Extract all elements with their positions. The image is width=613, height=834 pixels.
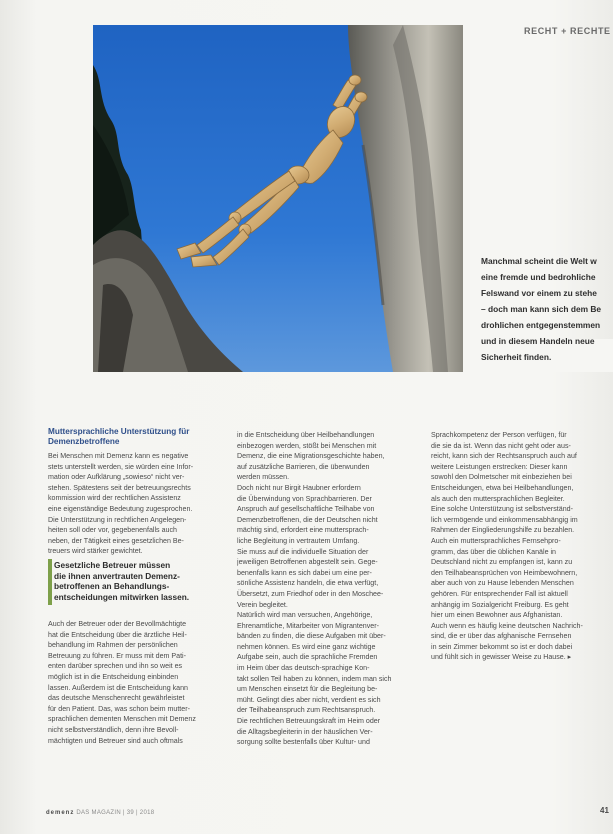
body-line: Entscheidungen, etwa bei Heilbehandlungen, [431,483,574,492]
body-line: hier um einen Bewohner aus Afghanistan. [431,611,563,620]
section-subhead: Muttersprachliche Unterstützung für Demenzbetroffene [48,427,190,446]
body-line: eine eigenständige Bedeutung zugesprochen. [48,504,193,513]
body-line: den Teilhabeansprüchen von Heimbewohnern, [431,568,578,577]
body-line: als auch den muttersprachlichen Begleiter. [431,494,565,503]
body-line: reicht, kann sich der Rechtsanspruch auch auf [431,452,577,461]
body-line: Auch ein muttersprachliches Fernsehpro- [431,536,561,545]
body-line: weitere Leistungen erstrecken: Dieser kann [431,462,568,471]
body-line: aber auch von zu Hause lebenden Menschen [431,579,574,588]
body-line: Ehrenamtliche, Mitarbeiter von Migrantenver- [237,621,379,630]
body-line: in die Entscheidung über Heilbehandlungen [237,431,375,439]
column-3-body [431,430,613,663]
body-line: sönliche Assistenz handeln, die etwa verfügt, [237,579,379,588]
column-2-body [237,430,421,748]
body-line: Eine solche Unterstützung ist selbstverständ- [431,505,573,514]
body-line: mation oder Aufklärung „sowieso“ nicht ver- [48,473,185,482]
page-footer [46,810,154,816]
body-line: das deutsche Menschenrecht gewährleistet [48,694,185,703]
caption-line: drohlichen entgegenstemmen [481,320,601,330]
pullquote-rule [48,559,52,605]
body-line: bänden zu finden, die diese Aufgaben mit über- [237,632,386,641]
body-line: der Teilhabeanspruch zum Rechtsanspruch. [237,706,376,715]
body-line: Aufgabe sein, auch die sprachliche Fremden [237,653,378,662]
pullquote [54,560,222,602]
body-line: neben, der Tätigkeit eines gesetzlichen Be- [48,536,184,545]
body-line: Natürlich wird man versuchen, Angehörige, [237,611,373,620]
photo-caption [481,253,613,365]
body-line: Rahmen der Eingliederungshilfe zu bezahlen. [431,526,575,535]
body-line: in sein Zimmer bekommt so ist er doch dabei [431,642,573,651]
body-line: die Überwindung von Sprachbarrieren. Der [237,494,372,503]
pullquote-line: Gesetzliche Betreuer müssen [54,560,171,570]
body-line: die sie da ist. Wenn das nicht geht oder aus- [431,441,571,450]
body-line: treuers wird stärker gewichtet. [48,547,143,556]
body-line: enten darüber sprechen und ihn so weit es [48,662,183,671]
magazine-name: demenz [46,810,75,816]
section-tag: RECHT + RECHTE [524,26,611,36]
body-line: Betreuung zu führen. Er muss mit dem Pati- [48,651,186,660]
wooden-figure-photo [93,25,463,372]
body-line: gehören. Für entsprechender Fall ist aktuell [431,589,568,598]
body-line: lich vermögende und einkommensabhängig im [431,515,578,524]
body-line: und fühlt sich in gewisser Weise zu Hause. ▸ [431,653,572,662]
body-line: Demenz, die eine Migrationsgeschichte haben, [237,452,385,461]
body-line: mächtig sind, erfordert eine muttersprach- [237,526,369,535]
issue-info: DAS MAGAZIN | 39 | 2018 [76,810,155,816]
pullquote-line: die ihnen anvertrauten Demenz- [54,570,180,581]
body-line: mächtigten und Betreuer sind auch oftmals [48,736,183,745]
body-line: Auch wenn es häufig keine deutschen Nachrich- [431,621,583,630]
pullquote-line: entscheidungen mitwirken lassen. [54,591,190,602]
body-line: anhängig im Sozialgericht Freiburg. Es geht [431,600,569,609]
body-line: kommission wird der rechtlichen Assistenz [48,494,181,503]
caption-line: Manchmal scheint die Welt w [481,256,597,266]
body-line: Auch der Betreuer oder der Bevollmächtigte [48,620,187,628]
caption-line: Sicherheit finden. [481,352,552,362]
body-line: werden müssen. [237,473,290,482]
caption-line: Felswand vor einem zu stehe [481,288,597,298]
body-line: sind, die er über das afghanische Fernsehen [431,632,572,641]
body-line: jeweiligen Betroffenen abgestellt sein. Gege- [237,558,378,567]
body-line: takt sollen Teil haben zu können, indem man sich [237,674,392,683]
body-line: lassen. Außerdem ist die Entscheidung kann [48,683,188,692]
caption-line: und in diesem Handeln neue [481,336,595,346]
body-line: auf zusätzliche Barrieren, die überwunden [237,462,370,471]
body-line: die Alltagsbegleiterin in der häuslichen Ver- [237,727,373,736]
column-1-intro [48,451,220,557]
body-line: Deutschland nicht zu empfangen ist, kann zu [431,558,573,567]
body-line: Demenzbetroffenen, die der Deutschen nicht [237,515,378,524]
body-line: liche Begleitung in vertrautem Umfang. [237,536,360,545]
body-line: hat die Entscheidung über die ärztliche Heil- [48,630,187,639]
caption-line: – doch man kann sich dem Be [481,304,602,314]
pullquote-line: betroffenen an Behandlungs- [54,581,170,592]
body-line: Sie muss auf die individuelle Situation der [237,547,369,556]
body-line: gramm, das über die üblichen Kanäle in [431,547,557,556]
body-line: Übersetzt, zum Friedhof oder in den Moschee- [237,589,384,598]
body-line: behandlung im Rahmen der persönlichen [48,641,178,650]
body-line: Anspruch auf gesellschaftliche Teilhabe von [237,505,375,514]
caption-line: eine fremde und bedrohliche [481,272,596,282]
body-line: heiten soll oder vor, gegebenenfalls auch [48,526,177,535]
body-line: Sprachkompetenz der Person verfügen, für [431,431,567,439]
body-line: einbezogen werden, stößt bei Menschen mit [237,441,377,450]
body-line: stehen. Spätestens seit der betreuungsrechts [48,483,191,492]
body-line: möglich ist in die Entscheidung einbinden [48,672,179,681]
body-line: sorgung sollte bestenfalls über Kultur- und [237,738,370,747]
body-line: um Menschen einsetzt für die Begleitung be- [237,685,378,694]
body-line: Die Unterstützung in rechtlichen Angelegen- [48,515,187,524]
body-line: stets unterstellt werden, sie würden eine Infor- [48,462,194,471]
body-line: benenfalls kann es sich dabei um eine per- [237,568,372,577]
body-line: sowohl den Dolmetscher mit einbeziehen bei [431,473,572,482]
page-number: 41 [600,806,609,815]
column-1-body [48,619,220,746]
body-line: Doch nicht nur Birgit Haubner erfordern [237,483,361,492]
body-line: Die rechtlichen Betreuungskraft im Heim oder [237,717,381,726]
body-line: im Heim über das deutsch-sprachige Kon- [237,664,370,673]
body-line: Bei Menschen mit Demenz kann es negative [48,452,189,460]
body-line: müht. Gelingt dies aber nicht, verdient es sich [237,695,381,704]
body-line: Verein begleitet. [237,600,288,609]
body-line: nicht selbstverständlich, denn ihre Bevoll- [48,725,179,734]
body-line: sprachlichen dementen Menschen mit Demenz [48,715,196,724]
body-line: nehmen können. Es wird eine ganz wichtige [237,642,376,651]
body-line: für den Patient. Das, was schon beim mutter- [48,704,190,713]
